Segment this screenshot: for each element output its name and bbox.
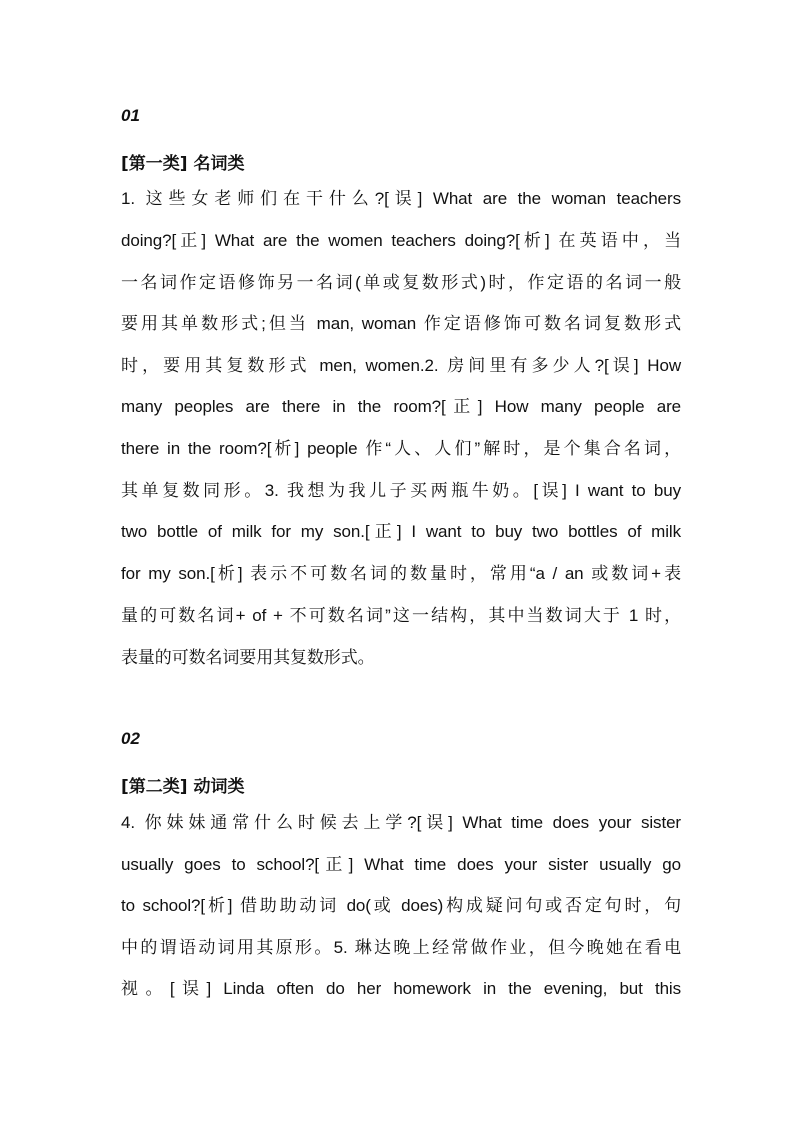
paragraph-line: 一名词作定语修饰另一名词(单或复数形式)时，作定语的名词一般 <box>121 273 681 292</box>
paragraph-line: 中的谓语动词用其原形。5. 琳达晚上经常做作业，但今晚她在看电 <box>121 938 681 957</box>
paragraph-line: 量的可数名词+ of + 不可数名词”这一结构，其中当数词大于 1 时， <box>121 606 681 625</box>
paragraph-line: to school?[析] 借助助动词 do(或 does)构成疑问句或否定句时，句 <box>121 896 681 915</box>
paragraph-line: 要用其单数形式;但当 man, woman 作定语修饰可数名词复数形式 <box>121 314 681 333</box>
section-number: 01 <box>121 106 140 125</box>
paragraph-line: for my son.[析] 表示不可数名词的数量时，常用“a / an 或数词+表 <box>121 564 681 583</box>
paragraph-line: 时，要用其复数形式 men, women.2. 房间里有多少人?[误] How <box>121 356 681 375</box>
paragraph-line: 其单复数同形。3. 我想为我儿子买两瓶牛奶。[误] I want to buy <box>121 481 681 500</box>
paragraph-line: 1. 这些女老师们在干什么?[误] What are the woman teachers <box>121 189 681 208</box>
paragraph-line: many peoples are there in the room?[正] How many people are <box>121 397 681 416</box>
paragraph-line: 表量的可数名词要用其复数形式。 <box>121 648 375 667</box>
section-number: 02 <box>121 729 140 748</box>
paragraph-line: usually goes to school?[正] What time does your sister usually go <box>121 855 681 874</box>
paragraph-line: doing?[正] What are the women teachers doing?[析] 在英语中，当 <box>121 231 681 250</box>
paragraph-line: 视。[误] Linda often do her homework in the evening, but this <box>121 979 681 998</box>
paragraph-line: 4. 你妹妹通常什么时候去上学?[误] What time does your sister <box>121 813 681 832</box>
paragraph-line: two bottle of milk for my son.[正] I want to buy two bottles of milk <box>121 522 681 541</box>
section-heading: [第一类] 名词类 <box>121 154 245 174</box>
section-heading: [第二类] 动词类 <box>121 777 245 797</box>
paragraph-line: there in the room?[析] people 作“人、人们”解时，是个集合名词， <box>121 439 681 458</box>
